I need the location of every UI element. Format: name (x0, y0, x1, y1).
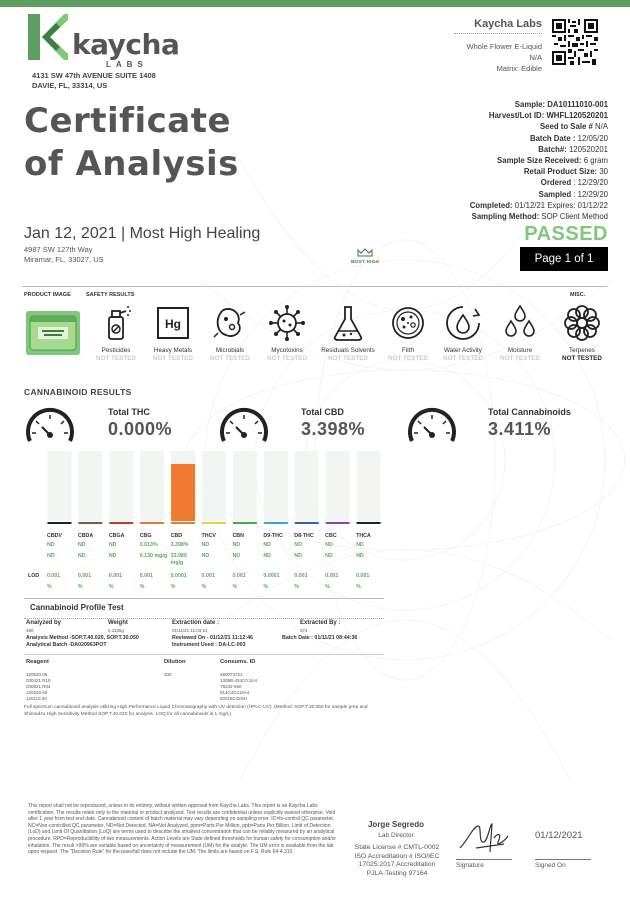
lod-value: 0.001 (325, 573, 339, 579)
bar-color-key-cbd (171, 522, 195, 524)
safety-test-label: Filth (402, 347, 414, 354)
percent-value: ND (232, 542, 241, 548)
bar-background (47, 451, 71, 521)
kaycha-labs-logo (28, 14, 180, 69)
safety-test-residuals-solvents (318, 303, 378, 362)
total-cannabinoids-value: 3.411% (488, 419, 552, 439)
safety-test-status: NOT TESTED (500, 354, 540, 362)
unit-value: % (139, 584, 145, 590)
divider-line (24, 598, 384, 599)
tick-label: D9-THC (263, 533, 283, 539)
product-image (26, 311, 80, 355)
safety-test-status: NOT TESTED (210, 354, 250, 362)
cannabinoid-table (28, 529, 388, 599)
lod-value: 0.001 (232, 573, 246, 579)
unit-value: % (47, 584, 52, 590)
sample-info-value: 120520201 (568, 144, 608, 154)
analyzed-by-value: 490 (26, 628, 34, 633)
consumable-id: 914C4G118A4 (220, 690, 250, 695)
tick-label: THCA (356, 533, 371, 539)
percent-value: ND (47, 542, 55, 548)
mg-per-g-value: 0.130 mg/g (139, 553, 168, 559)
bar-color-key-thca (357, 522, 381, 524)
lab-address-line2: DAVIE, FL, 33314, US (32, 81, 108, 90)
signed-on-line (535, 859, 591, 860)
tick-label: CBGA (108, 533, 125, 539)
dotted-divider (24, 618, 384, 619)
safety-test-status: NOT TESTED (267, 354, 307, 362)
terpenes-label: Terpenes (569, 347, 595, 354)
reviewed-on: Reviewed On - 01/12/21 11:12:46 (172, 635, 253, 641)
lod-value: 0.001 (356, 573, 370, 579)
license-line3: 17025:2017 Accreditation (358, 861, 436, 868)
bar-color-key-thcv (202, 522, 226, 524)
handwritten-signature (454, 818, 516, 858)
bar-background (78, 451, 102, 521)
extracted-by-value: 374 (300, 628, 308, 633)
water-activity-icon (443, 303, 483, 343)
tick-label: CBDA (77, 533, 94, 539)
bar-color-key-cbda (78, 522, 102, 524)
license-line4: PJLA-Testing 97164 (366, 869, 428, 877)
total-cbd-value: 3.398% (301, 419, 366, 439)
lod-value: 0.0001 (170, 573, 187, 579)
safety-test-heavy-metals (143, 303, 203, 362)
client-address-line2: Miramar, FL, 33027, US (24, 255, 104, 264)
total-thc-label: Total THC (108, 407, 150, 417)
bar-color-key-cbdv (47, 522, 71, 524)
mg-per-g-value: ND (47, 553, 55, 559)
safety-results-header: SAFETY RESULTS (86, 292, 135, 298)
profile-details (24, 616, 384, 706)
license-line2: ISO Accreditation # ISO/IEC (354, 852, 440, 860)
gauge-icon (218, 405, 270, 447)
microbe-icon (210, 303, 250, 343)
reagent-header: Reagent (26, 659, 49, 665)
tick-label: D8-THC (294, 533, 314, 539)
director-name: Jorge Segredo (367, 820, 424, 829)
reagent-id: 120113.20 (26, 696, 47, 701)
client-address (24, 245, 104, 265)
product-name: Whole Flower E-Liquid (466, 42, 542, 51)
bar-color-key-cbga (109, 522, 133, 524)
signature-label: Signature (456, 862, 484, 869)
lod-value: 0.001 (77, 573, 92, 579)
safety-test-label: Pesticides (101, 347, 131, 354)
sample-info-value: SOP Client Method (541, 212, 608, 222)
unit-value: % (170, 584, 176, 590)
client-address-line1: 4987 SW 127th Way (24, 245, 93, 254)
sample-info-value: 30 (599, 167, 608, 177)
consumable-id: 82016C42SH (220, 696, 248, 701)
lod-value: 0.001 (139, 573, 153, 579)
reagent-id: 030421.R19 (26, 678, 51, 683)
bar-background (109, 451, 133, 521)
sample-info-label: Seed to Sale # (539, 122, 593, 132)
product-image-header: PRODUCT IMAGE (24, 292, 71, 298)
sample-info-row (470, 177, 608, 188)
unit-value: % (263, 584, 269, 590)
tick-label: CBDV (47, 533, 63, 539)
status-badge: PASSED (524, 223, 608, 245)
safety-test-filth (378, 303, 438, 362)
client-logo (343, 248, 387, 268)
product-package-icon (26, 311, 80, 355)
sample-info-row (470, 110, 608, 121)
batch-date: Batch Date : 01/11/21 08:44:36 (282, 635, 358, 641)
consumable-id: 280073721 (220, 672, 243, 677)
bar-background (326, 451, 350, 521)
bar-color-key-d8-thc (295, 522, 319, 524)
bar-cbd (171, 464, 195, 521)
safety-test-pesticides (86, 303, 146, 362)
client-heading: Jan 12, 2021 | Most High Healing (24, 225, 261, 242)
sample-info-value: DA10111010-001 (547, 100, 608, 109)
lod-value: 0.001 (108, 573, 123, 579)
sample-info-label: Retail Product Size: (523, 167, 598, 177)
total-thc-value: 0.000% (108, 419, 173, 439)
safety-test-label: Moisture (507, 347, 533, 354)
bar-background (295, 451, 319, 521)
sample-info-row (470, 144, 608, 155)
bar-background (357, 451, 381, 521)
terpene-flower-icon (562, 303, 602, 343)
sample-info-row (470, 121, 608, 132)
gauge-icon (24, 405, 76, 447)
gauge-icon (406, 405, 458, 447)
divider-line (22, 286, 608, 287)
unit-value: % (325, 584, 330, 590)
safety-test-status: NOT TESTED (388, 354, 428, 362)
sample-info-row (470, 189, 608, 200)
sample-info-row (470, 166, 608, 177)
mg-per-g-value: ND (108, 553, 117, 559)
product-meta (467, 41, 542, 74)
sample-info-label: Sampling Method: (471, 212, 540, 222)
lab-address (32, 71, 156, 91)
safety-test-label: Mycotoxins (271, 347, 303, 354)
lab-name-divider (454, 33, 542, 34)
director-role: Lab Director (378, 832, 414, 839)
bar-background (140, 451, 164, 521)
signed-on-label: Signed On (535, 862, 566, 869)
mg-per-g-value: ND (294, 553, 302, 559)
sample-info-value: 01/12/21 Expires: 01/12/22 (514, 200, 608, 210)
extraction-date-label: Extraction date : (172, 620, 220, 626)
unit-value: % (201, 584, 207, 590)
product-na: N/A (529, 53, 542, 62)
safety-test-status: NOT TESTED (153, 354, 193, 362)
bar-color-key-cbn (233, 522, 257, 524)
cannabinoid-results-title: CANNABINOID RESULTS (24, 387, 132, 397)
tick-label: CBN (232, 533, 244, 539)
top-accent-bar (0, 0, 630, 7)
percent-value: 3.398% (170, 542, 189, 548)
mg-per-g-value: ND (232, 553, 241, 559)
total-cannabinoids-label: Total Cannabinoids (488, 407, 571, 417)
tick-label: CBD (170, 533, 183, 539)
sample-info-value: 6 gram (583, 156, 608, 166)
unit-value: % (108, 584, 114, 590)
bar-color-key-d9-thc (264, 522, 288, 524)
lod-value: 0.001 (47, 573, 61, 579)
unit-value: % (356, 584, 361, 590)
moisture-drops-icon (500, 303, 540, 343)
logo-wordmark: kaycha (72, 28, 180, 61)
flask-icon (328, 303, 368, 343)
sample-info-label: Sample Size Received: (497, 156, 582, 166)
sample-info-value: N/A (595, 122, 608, 132)
sample-info-value: 12/05/20 (577, 133, 608, 143)
sample-info-row (470, 155, 608, 166)
signed-date: 01/12/2021 (535, 830, 583, 841)
reagent-id: 120520.06 (26, 672, 48, 677)
percent-value: ND (263, 542, 272, 548)
sample-info-value: WHFL120520201 (546, 111, 608, 121)
tick-label: CBC (325, 533, 337, 539)
sample-info-label: Completed: (469, 200, 513, 210)
mg-per-g-value: ND (356, 553, 364, 559)
safety-test-status: NOT TESTED (328, 354, 368, 362)
dilution-value: 400 (164, 672, 172, 677)
heavy-metals-icon (153, 303, 193, 343)
license-line1: State License # CMTL-0002 (354, 844, 440, 851)
svg-text:Hg: Hg (165, 317, 181, 331)
weight-value: 0.1155g (108, 628, 124, 633)
unit-value: % (294, 584, 299, 590)
total-cbd-label: Total CBD (301, 407, 344, 417)
safety-test-label: Water Activity (444, 347, 482, 354)
logo-labs-text: LABS (106, 60, 148, 69)
product-matrix: Matrix: Edible (496, 64, 542, 73)
director-license (346, 844, 448, 878)
safety-test-label: Residuals Solvents (321, 347, 375, 354)
percent-value: ND (325, 542, 333, 548)
method-footnote: Full spectrum cannabinoid analysis utilizing High Performance Liquid Chromatography with UV detection (HPLC-UV). (Method: SOP.T.30.050 for sample prep and Shimadzu High Sensitivity Method SOP.T.40.020 for analysis. LOQ for all cannabinoids is 1 mg/L). (24, 705, 368, 717)
percent-value: ND (108, 542, 117, 548)
extraction-date-value: 01/11/21 11:03:51 (172, 628, 208, 633)
reagent-id: 120220.63 (26, 690, 48, 695)
dilution-header: Dilution (164, 659, 186, 665)
divider-line (24, 654, 384, 655)
crown-icon (357, 248, 373, 257)
profile-title: Cannabinoid Profile Test (30, 603, 124, 612)
tick-label: THCV (201, 533, 216, 539)
kaycha-k-logo-icon (28, 14, 68, 60)
misc-header: MISC. (570, 292, 586, 298)
sample-info-row (470, 99, 608, 110)
sample-info-label: Sampled (538, 189, 572, 199)
safety-test-moisture (490, 303, 550, 362)
certificate-title (24, 100, 239, 186)
lod-label: LOD (28, 573, 40, 579)
sample-info-label: Harvest/Lot ID: (488, 111, 545, 121)
percent-value: ND (77, 542, 86, 548)
signature-line (456, 859, 512, 860)
analyzed-by-label: Analyzed by (26, 620, 62, 626)
consumable-id: 1309B-434C0.3A4 (220, 678, 258, 683)
safety-test-status: NOT TESTED (443, 354, 483, 362)
sample-info-label: Sample: (514, 100, 546, 109)
sample-info-value: : 12/29/20 (573, 189, 608, 199)
terpenes-status: NOT TESTED (562, 354, 602, 362)
percent-value: ND (201, 542, 210, 548)
disclaimer-text: This report shall not be reproduced, unless in its entirety, without written approval from Kaycha Labs. This report is an Kaycha Labs certification. The results relate only to the material or product analyzed. Test results are confidential unless explicitly waived otherwise. Void after 1 year from test end date. Cannabinoid content of batch material may vary depending on sampling error. IC=In-control QC parameter, NC=Non-controlled QC parameter, ND=Not Detected, NA=Not Analyzed, ppm=Parts Per Million, ppb=Parts Per Billion. Limit of Detection (LoD) and Limit Of Quantitation (LoQ) are terms used to describe the smallest concentration that can be reliably measured by an analytical procedure. RPD=Reproducibility of two measurements. Action Levels are State defined thresholds for human safety for consumption and/or inhalation. The result >99% are variable based on uncertainty of measurement (UM) for the analyte. The UM error is available from the lab upon request. The "Decision Rule" for the pass/fail does not include the UM. The limits are based on F.S. Rule 64-4.310. (28, 803, 337, 856)
sample-info-label: Batch Date : (529, 133, 576, 143)
qr-code-icon[interactable] (552, 19, 598, 65)
safety-test-water-activity (433, 303, 493, 362)
tick-label: CBG (139, 533, 152, 539)
lod-value: 0.001 (201, 573, 215, 579)
percent-value: ND (356, 542, 364, 548)
client-logo-text: MOST HIGH (350, 259, 380, 264)
page-indicator: Page 1 of 1 (520, 247, 608, 271)
safety-test-label: Heavy Metals (153, 347, 193, 354)
instrument-used: Instrument Used : DA-LC-003 (172, 642, 246, 648)
bar-color-key-cbg (140, 522, 164, 524)
unit-value: % (77, 584, 83, 590)
mg-per-g-value: ND (77, 553, 86, 559)
analytical-batch: Analytical Batch -DA020963POT (26, 642, 107, 648)
petri-dish-icon (388, 303, 428, 343)
sample-info-value: : 12/29/20 (573, 178, 608, 188)
reagent-id: 030621.R04 (26, 684, 51, 689)
consums-header: Consums. ID (220, 659, 256, 665)
mg-per-g-value: ND (263, 553, 272, 559)
sample-info-block (470, 99, 608, 222)
percent-value: 0.013% (139, 542, 158, 548)
title-line2: of Analysis (24, 144, 239, 184)
weight-label: Weight (108, 620, 128, 626)
mg-per-g-value: ND (325, 553, 333, 559)
sample-info-row (470, 211, 608, 222)
bar-background (264, 451, 288, 521)
safety-test-microbials (200, 303, 260, 362)
cannabinoid-bar-chart (44, 451, 384, 525)
extracted-by-label: Extracted By : (300, 620, 341, 626)
pesticide-spray-icon (96, 303, 136, 343)
consumable-id: 78242-550 (220, 684, 242, 689)
bar-background (233, 451, 257, 521)
sample-info-row (470, 133, 608, 144)
mg-per-g-value: ND (201, 553, 210, 559)
percent-value: ND (294, 542, 302, 548)
bar-color-key-cbc (326, 522, 350, 524)
safety-test-label: Microbials (215, 347, 245, 354)
sample-info-label: Batch#: (538, 144, 567, 154)
title-line1: Certificate (24, 101, 232, 141)
mg-per-g-value: 33.980 mg/g (170, 553, 187, 566)
lab-name: Kaycha Labs (474, 18, 542, 30)
bar-background (202, 451, 226, 521)
sample-info-row (470, 200, 608, 211)
unit-value: % (232, 584, 238, 590)
lod-value: 0.0001 (263, 573, 280, 579)
analysis-method: Analysis Method -SOP.T.40.020, SOP.T.30.050 (26, 635, 139, 641)
safety-test-status: NOT TESTED (96, 354, 136, 362)
virus-icon (267, 303, 307, 343)
safety-test-mycotoxins (257, 303, 317, 362)
misc-test-terpenes (552, 303, 612, 362)
sample-info-label: Ordered (540, 178, 572, 188)
lab-address-line1: 4131 SW 47th AVENUE SUITE 1408 (32, 71, 156, 80)
lod-value: 0.001 (294, 573, 308, 579)
